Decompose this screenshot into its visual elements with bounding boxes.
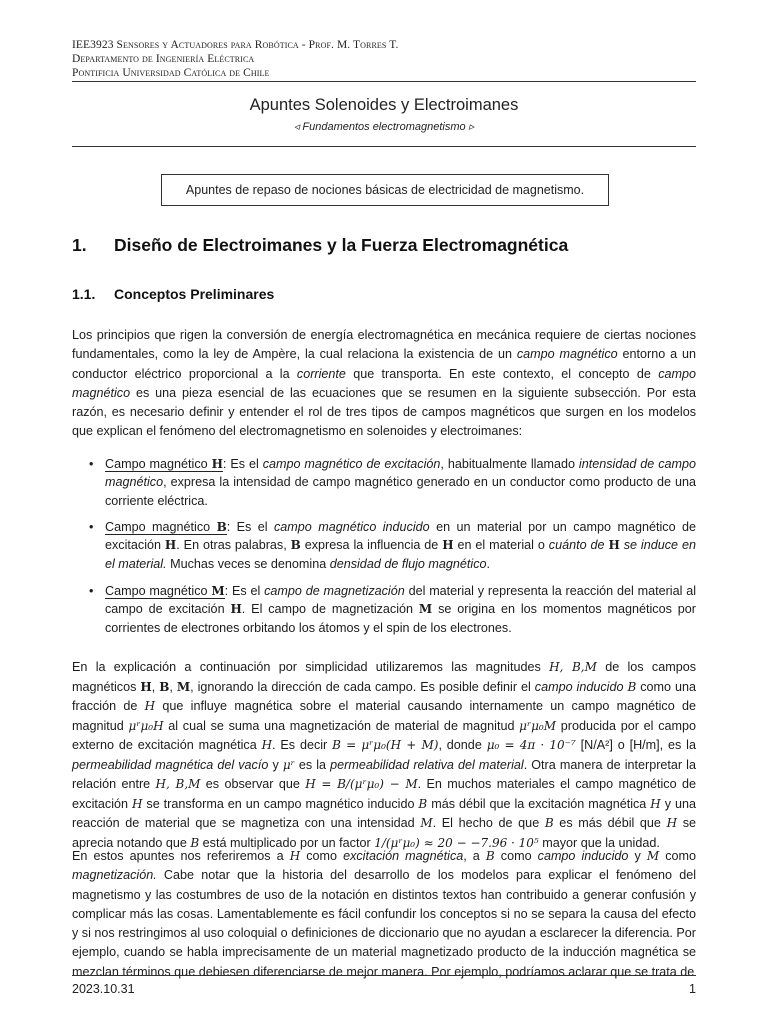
bullet-dot: • bbox=[89, 584, 94, 598]
section-heading bbox=[72, 235, 568, 256]
course-line: IEE3923 Sensores y Actuadores para Robótica - Prof. M. Torres T. bbox=[72, 39, 399, 51]
title-rule bbox=[72, 146, 696, 147]
bullet-item-m: • Campo magnético M: Es el campo de magnetización del material y representa la reacción del material al campo de excitación H. El campo de magnetización M se origina en los momentos magnéticos por corrientes de electrones orbitando los átomos y el spin de los electrones. bbox=[89, 584, 697, 635]
abstract-text: Apuntes de repaso de nociones básicas de electricidad de magnetismo. bbox=[185, 183, 585, 197]
bullet-dot: • bbox=[89, 520, 94, 534]
header-rule bbox=[72, 81, 696, 82]
course-header bbox=[72, 38, 398, 80]
paragraph-magnitudes: En la explicación a continuación por simplicidad utilizaremos las magnitudes H, B,M de los campos magnéticos H, B, M, ignorando la dirección de cada campo. Es posible definir el campo inducido B como una fracción de H que influye magnética sobre el material causando internamente un campo magnético de magnitud μʳμ₀H al cual se suma una magnetización de material de magnitud μʳμ₀M producida por el campo externo de excitación magnética H. Es decir B = μʳμ₀(H + M), donde μ₀ = 4π · 10⁻⁷ [N/A²] o [H/m], es la permeabilidad magnética del vacío y μʳ es la permeabilidad relativa del material. Otra manera de interpretar la relación entre H, B,M es observar que H = B/(μʳμ₀) − M. En muchos materiales el campo magnético de excitación H se transforma en un campo magnético inducido B más débil que la excitación magnética H y una reacción de material que se magnetiza con una intensidad M. El hecho de que B es más débil que H se aprecia notando que B está multiplicado por un factor 1/(μʳμ₀) ≈ 20 − −7.96 · 10⁵ mayor que la unidad. bbox=[72, 660, 697, 850]
footer-rule bbox=[72, 975, 696, 976]
paragraph-intro: Los principios que rigen la conversión de energía electromagnética en mecánica requiere de ciertas nociones fundamentales, como la ley de Ampère, la cual relaciona la existencia de un campo magnético entorno a un conductor eléctrico proporcional a la corriente que transporta. En este contexto, el concepto de campo magnético es una pieza esencial de las ecuaciones que se resumen en la siguiente subsección. Por esta razón, es necesario definir y entender el rol de tres tipos de campos magnéticos que surgen en los modelos que explican el fenómeno del electromagnetismo en solenoides y electroimanes: bbox=[72, 328, 696, 439]
page-number: 1 bbox=[689, 982, 696, 996]
section-number: 1. bbox=[72, 235, 87, 255]
section-title: Diseño de Electroimanes y la Fuerza Electromagnética bbox=[114, 235, 569, 255]
bullet-item-b: • Campo magnético B: Es el campo magnético inducido en un material por un campo magnético de excitación H. En otras palabras, B expresa la influencia de H en el material o cuánto de H se induce en el material. Muchas veces se denomina densidad de flujo magnético. bbox=[89, 520, 697, 571]
bullet-dot: • bbox=[89, 457, 94, 471]
paragraph-notation: En estos apuntes nos referiremos a H como excitación magnética, a B como campo inducido y M como magnetización. Cabe notar que la historia del desarrollo de los modelos para explicar el fenómeno del magnetismo y las costumbres de uso de la notación en distintos textos han contribuido a generar confusión y complicar más las cosas. Lamentablemente es fácil confundir los conceptos si no se separa la causa del efecto y si nos restringimos al uso coloquial o definiciones de diccionario que no ayudan a esclarecer la diferencia. Por ejemplo, cuando se habla imprecisamente de un material magnetizado producto de la inducción magnética se mezclan términos que debiesen diferenciarse de mejor manera. Por ejemplo, podríamos aclarar que se trata de bbox=[72, 849, 696, 979]
bullet-item-h: • Campo magnético H: Es el campo magnético de excitación, habitualmente llamado intensidad de campo magnético, expresa la intensidad de campo magnético generado en un conductor como producto de una corriente eléctrica. bbox=[89, 457, 697, 508]
document-subtitle: ◃ Fundamentos electromagnetismo ▹ bbox=[293, 121, 475, 133]
subsection-heading bbox=[72, 286, 274, 302]
subsection-title: Conceptos Preliminares bbox=[114, 286, 275, 302]
abstract-box bbox=[161, 174, 609, 206]
department-line: Departamento de Ingeniería Eléctrica bbox=[72, 53, 255, 65]
document-page bbox=[72, 0, 696, 1024]
document-title: Apuntes Solenoides y Electroimanes bbox=[249, 96, 519, 114]
subsection-number: 1.1. bbox=[72, 286, 96, 302]
university-line: Pontificia Universidad Católica de Chile bbox=[72, 67, 270, 79]
footer-date: 2023.10.31 bbox=[72, 982, 135, 996]
